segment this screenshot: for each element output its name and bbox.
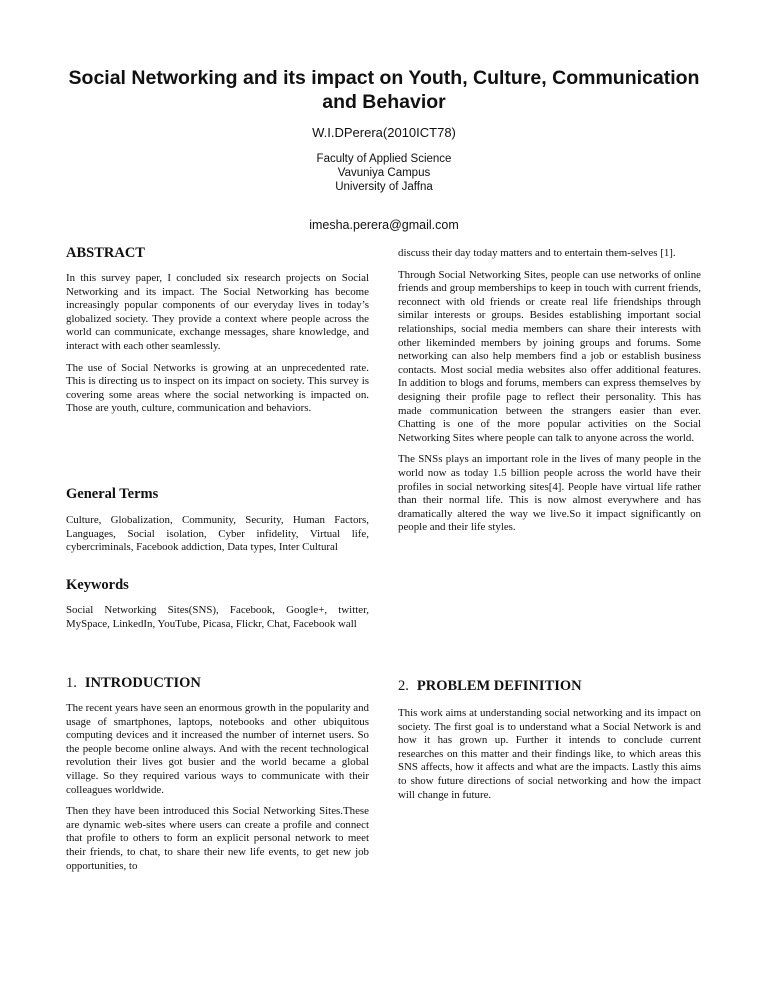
introduction-paragraph: The recent years have seen an enormous growth in the popularity and usage of smartphones, laptops, notebooks and other ubiquitous computing devices and it increased the number of internet users. So the people become online always. And with the recent technological revolution their lives got busier and the world became a global village. So they required various ways to communicate with their colleagues worldwide. <box>66 702 369 796</box>
introduction-paragraph: Then they have been introduced this Social Networking Sites.These are dynamic web-sites where users can create a profile and connect that profile to others to form an explicit personal network to meet their friends, to chat, to share their new life events, to get new job opportunities, to <box>66 805 369 872</box>
abstract-body <box>66 272 369 424</box>
affiliation-line: Vavuniya Campus <box>337 167 431 179</box>
keywords-body <box>66 604 369 639</box>
introduction-body <box>66 702 369 881</box>
affiliation-line: University of Jaffna <box>335 181 433 193</box>
introduction-heading <box>66 677 369 691</box>
general-terms-heading: General Terms <box>66 486 159 502</box>
body-paragraph: discuss their day today matters and to entertain them-selves [1]. <box>398 247 676 259</box>
problem-paragraph: This work aims at understanding social networking and its impact on society. The first goal is to understand what a Social Network is and how it has grown up. Further it intends to conclude current researches on this matter and their findings like, to which areas this SNS affects, how it affects and what are the impacts. Lastly this aims to show future directions of social networking and how the impact will change in future. <box>398 707 701 801</box>
abstract-paragraph: The use of Social Networks is growing at an unprecedented rate. This is directing us to inspect on its impact on society. This survey is covering some areas where the social networking is impacted on. Those are youth, culture, communication and behaviors. <box>66 361 369 415</box>
problem-definition-heading <box>398 680 701 694</box>
body-paragraph: The SNSs plays an important role in the lives of many people in the world now as today 1.5 billion people across the world have their profiles in social networking sites[4]. People have virtual life rather than their normal life. This is now almost everywhere and has dramatically altered the way we live.So it impact significantly on people and their life styles. <box>398 453 701 534</box>
right-column-body <box>398 247 701 543</box>
keywords-text: Social Networking Sites(SNS), Facebook, Google+, twitter, MySpace, LinkedIn, YouTube, Picasa, Flickr, Chat, Facebook wall <box>66 604 369 630</box>
section-number: 2. <box>398 678 409 694</box>
author-email: imesha.perera@gmail.com <box>309 218 459 232</box>
abstract-heading: ABSTRACT <box>66 245 145 261</box>
section-number: 1. <box>66 675 77 691</box>
abstract-paragraph: In this survey paper, I concluded six research projects on Social Networking and its impact. The Social Networking has become increasingly popular components of our everyday lives in today’s globalized society. They provide a context where people across the world can communicate, exchange messages, share knowledge, and interact with each other seamlessly. <box>66 272 369 352</box>
general-terms-body <box>66 514 369 563</box>
body-paragraph: Through Social Networking Sites, people can use networks of online friends and group memberships to keep in touch with current friends, reconnect with old friends or create real life friendships through similar interests or groups. Besides establishing important social relationships, social media members can share their interests with other likeminded members by joining groups and forums. Some networking can also help members find a job or establish business contacts. Most social media websites also offer additional features. In addition to blogs and forums, members can express themselves by designing their profile page to reflect their personality. This has made communication between the strangers easier than ever. Chatting is one of the more popular activities on the Social Networking Sites where people can talk to anyone across the world. <box>398 268 701 444</box>
affiliation-line: Faculty of Applied Science <box>316 153 452 165</box>
problem-definition-body <box>398 707 701 810</box>
paper-title: Social Networking and its impact on Youth, Culture, Communication and Behavior <box>68 67 700 113</box>
author-name: W.I.DPerera(2010ICT78) <box>312 125 456 140</box>
author-affiliation <box>200 152 568 194</box>
section-title: PROBLEM DEFINITION <box>416 678 582 694</box>
section-title: INTRODUCTION <box>84 675 201 691</box>
keywords-heading: Keywords <box>66 577 129 593</box>
general-terms-text: Culture, Globalization, Community, Security, Human Factors, Languages, Social isolation, Cyber infidelity, Virtual life, cybercriminals, Facebook addiction, Data types, Inter Cultural <box>66 514 369 554</box>
